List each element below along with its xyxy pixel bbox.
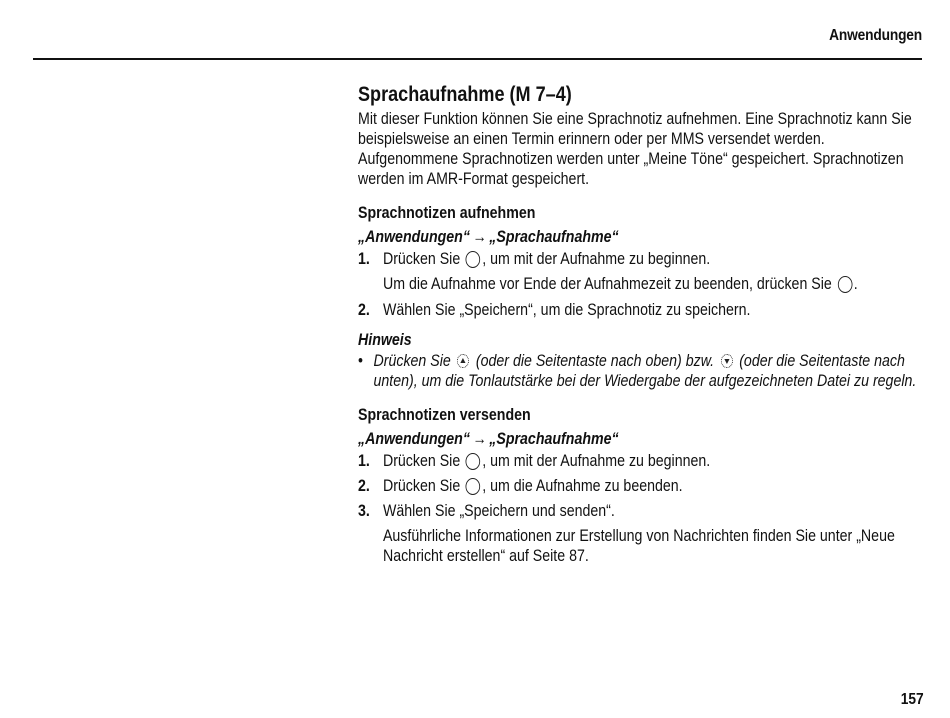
record-heading: Sprachnotizen aufnehmen (358, 204, 536, 222)
step-number: 2. (358, 301, 370, 319)
menu-path-to: „Sprachaufnahme“ (489, 228, 619, 246)
step-text: Drücken Sie , um mit der Aufnahme zu beginnen. (382, 452, 711, 470)
menu-path-from: „Anwendungen“ (358, 228, 470, 246)
step-text: Wählen Sie „Speichern“, um die Sprachnotiz zu speichern. (382, 301, 751, 319)
step-number: 2. (358, 477, 370, 495)
arrow-right-icon: → (472, 430, 487, 448)
step-number: 3. (358, 502, 370, 520)
record-step-1-note: Um die Aufnahme vor Ende der Aufnahmezeit zu beenden, drücken Sie . (382, 275, 858, 293)
header-divider (33, 58, 922, 60)
section-title: Sprachaufnahme (M 7–4) (358, 83, 572, 106)
step-number: 1. (358, 250, 370, 268)
step-text: Drücken Sie , um mit der Aufnahme zu beginnen. (382, 250, 711, 268)
send-step-3-note: Ausführliche Informationen zur Erstellung von Nachrichten finden Sie unter „Neue Nachricht erstellen“ auf Seite 87. (382, 527, 895, 565)
hint-bullet (358, 351, 917, 391)
center-key-icon (466, 453, 481, 470)
step-text: Wählen Sie „Speichern und senden“. (382, 502, 615, 520)
page-number: 157 (901, 691, 924, 708)
menu-path-from: „Anwendungen“ (358, 430, 470, 448)
intro-paragraph: Mit dieser Funktion können Sie eine Sprachnotiz aufnehmen. Eine Sprachnotiz kann Sie beispielsweise an einen Termin erinnern oder per MMS versendet werden. Aufgenommene Sprachnotizen werden unter „Meine Töne“ gespeichert. Sprachnotizen werden im AMR-Format gespeichert. (358, 110, 912, 188)
record-step-1 (358, 249, 917, 269)
center-key-icon (466, 251, 481, 268)
send-menu-path (358, 429, 917, 449)
bullet-marker: • (358, 352, 363, 370)
nav-up-icon (457, 354, 469, 368)
menu-path-to: „Sprachaufnahme“ (489, 430, 619, 448)
center-key-icon (466, 478, 481, 495)
arrow-right-icon: → (472, 228, 487, 246)
hint-heading: Hinweis (358, 331, 412, 349)
nav-down-icon (721, 354, 733, 368)
step-text: Drücken Sie , um die Aufnahme zu beenden. (382, 477, 683, 495)
center-key-icon (837, 276, 852, 293)
send-step-1 (358, 451, 917, 471)
record-menu-path (358, 227, 917, 247)
send-heading: Sprachnotizen versenden (358, 406, 531, 424)
record-step-2 (358, 300, 917, 320)
step-number: 1. (358, 452, 370, 470)
hint-text: Drücken Sie (oder die Seitentaste nach oben) bzw. (oder die Seitentaste nach unten), um die Tonlautstärke bei der Wiedergabe der aufgezeichneten Datei zu regeln. (373, 352, 917, 390)
page-content (358, 82, 917, 572)
running-header: Anwendungen (829, 27, 922, 44)
send-step-2 (358, 476, 917, 496)
send-step-3 (358, 501, 917, 521)
